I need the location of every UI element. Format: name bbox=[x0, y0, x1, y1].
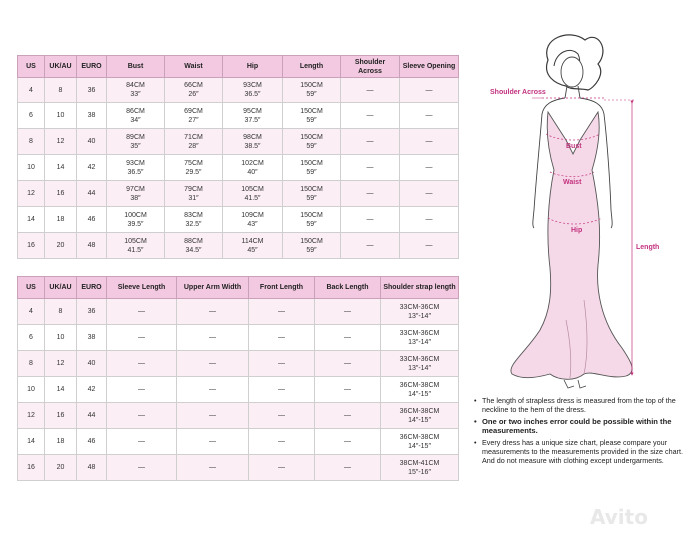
header-shoulder-across: Shoulder Across bbox=[341, 56, 400, 78]
cell-upper-arm-width: — bbox=[177, 377, 249, 403]
cell-us: 10 bbox=[18, 377, 45, 403]
cell-shoulder-across: — bbox=[341, 78, 400, 103]
cell-cm: 33CM-36CM bbox=[399, 329, 440, 337]
cell-sleeve-length: — bbox=[107, 299, 177, 325]
cell-cm: 98CM bbox=[243, 133, 262, 141]
table-row bbox=[18, 181, 459, 207]
note-text: One or two inches error could be possible within the measurements. bbox=[482, 417, 672, 435]
header-length: Length bbox=[283, 56, 341, 78]
cell-inch: 14″-15″ bbox=[408, 442, 431, 450]
cell-sleeve-opening: — bbox=[400, 103, 459, 129]
cell-back-length: — bbox=[315, 325, 381, 351]
bullet-icon: • bbox=[474, 417, 477, 426]
cell-upper-arm-width: — bbox=[177, 351, 249, 377]
cell-euro: 40 bbox=[77, 351, 107, 377]
cell-upper-arm-width: — bbox=[177, 403, 249, 429]
cell-shoulder-across: — bbox=[341, 129, 400, 155]
cell-inch: 59″ bbox=[306, 142, 317, 150]
cell-cm: 97CM bbox=[126, 185, 145, 193]
cell-back-length: — bbox=[315, 455, 381, 481]
cell-euro: 42 bbox=[77, 377, 107, 403]
cell-back-length: — bbox=[315, 377, 381, 403]
cell-us: 6 bbox=[18, 325, 45, 351]
cell-inch: 35″ bbox=[130, 142, 141, 150]
cell-bust bbox=[107, 181, 165, 207]
table-row bbox=[18, 299, 459, 325]
cell-cm: 150CM bbox=[300, 82, 323, 89]
cell-cm: 71CM bbox=[184, 133, 203, 141]
header-euro: EURO bbox=[77, 277, 107, 299]
cell-us: 12 bbox=[18, 403, 45, 429]
cell-cm: 93CM bbox=[243, 82, 262, 89]
table-header-row bbox=[18, 56, 459, 78]
header-bust: Bust bbox=[107, 56, 165, 78]
cell-sleeve-opening: — bbox=[400, 155, 459, 181]
cell-sleeve-length: — bbox=[107, 351, 177, 377]
cell-hip bbox=[223, 233, 283, 259]
cell-cm: 88CM bbox=[184, 237, 203, 245]
cell-us: 10 bbox=[18, 155, 45, 181]
cell-inch: 15″-16″ bbox=[408, 468, 431, 476]
cell-cm: 33CM-36CM bbox=[399, 355, 440, 363]
cell-inch: 59″ bbox=[306, 91, 317, 98]
cell-inch: 26″ bbox=[188, 91, 199, 98]
cell-hip bbox=[223, 103, 283, 129]
cell-back-length: — bbox=[315, 351, 381, 377]
cell-hip bbox=[223, 181, 283, 207]
cell-inch: 13″-14″ bbox=[408, 338, 431, 346]
cell-length bbox=[283, 129, 341, 155]
cell-us: 4 bbox=[18, 299, 45, 325]
cell-euro: 48 bbox=[77, 455, 107, 481]
cell-shoulder-across: — bbox=[341, 181, 400, 207]
cell-inch: 38.5″ bbox=[244, 142, 261, 150]
note-item bbox=[474, 396, 689, 414]
cell-back-length: — bbox=[315, 299, 381, 325]
cell-bust bbox=[107, 129, 165, 155]
cell-inch: 59″ bbox=[306, 116, 317, 124]
cell-inch: 34.5″ bbox=[185, 246, 202, 254]
cell-uk-au: 10 bbox=[45, 103, 77, 129]
cell-front-length: — bbox=[249, 351, 315, 377]
cell-cm: 150CM bbox=[300, 107, 323, 115]
cell-uk-au: 8 bbox=[45, 299, 77, 325]
label-length: Length bbox=[636, 244, 660, 251]
cell-inch: 28″ bbox=[188, 142, 199, 150]
table-row bbox=[18, 403, 459, 429]
header-shoulder-strap-length: Shoulder strap length bbox=[381, 277, 459, 299]
table-row bbox=[18, 455, 459, 481]
cell-waist bbox=[165, 103, 223, 129]
cell-sleeve-opening: — bbox=[400, 78, 459, 103]
dress-measurement-illustration bbox=[470, 30, 700, 400]
cell-shoulder-strap-length bbox=[381, 403, 459, 429]
cell-cm: 36CM-38CM bbox=[399, 433, 440, 441]
cell-sleeve-opening: — bbox=[400, 207, 459, 233]
cell-inch: 36.5″ bbox=[244, 91, 261, 98]
cell-inch: 43″ bbox=[247, 220, 258, 228]
cell-uk-au: 16 bbox=[45, 181, 77, 207]
cell-us: 12 bbox=[18, 181, 45, 207]
note-text: Every dress has a unique size chart, please compare your measurements to the measurements provided in the size chart. And do not measure with clothing except undergarments. bbox=[482, 438, 683, 465]
cell-euro: 38 bbox=[77, 103, 107, 129]
cell-bust bbox=[107, 103, 165, 129]
header-uk-au: UK/AU bbox=[45, 277, 77, 299]
cell-shoulder-across: — bbox=[341, 103, 400, 129]
label-shoulder-across: Shoulder Across bbox=[490, 89, 546, 96]
cell-cm: 69CM bbox=[184, 107, 203, 115]
cell-cm: 150CM bbox=[300, 185, 323, 193]
cell-cm: 95CM bbox=[243, 107, 262, 115]
cell-euro: 36 bbox=[77, 299, 107, 325]
cell-bust bbox=[107, 233, 165, 259]
cell-front-length: — bbox=[249, 455, 315, 481]
cell-us: 14 bbox=[18, 429, 45, 455]
cell-cm: 102CM bbox=[241, 159, 264, 167]
face-shape bbox=[561, 57, 583, 87]
cell-waist bbox=[165, 155, 223, 181]
cell-inch: 29.5″ bbox=[185, 168, 202, 176]
cell-length bbox=[283, 181, 341, 207]
cell-inch: 41.5″ bbox=[127, 246, 144, 254]
bullet-icon: • bbox=[474, 396, 477, 405]
header-uk-au: UK/AU bbox=[45, 56, 77, 78]
cell-cm: 114CM bbox=[241, 237, 264, 245]
note-text: The length of strapless dress is measured from the top of the neckline to the hem of the dress. bbox=[482, 396, 676, 414]
cell-euro: 46 bbox=[77, 429, 107, 455]
cell-shoulder-strap-length bbox=[381, 299, 459, 325]
cell-cm: 75CM bbox=[184, 159, 203, 167]
header-hip: Hip bbox=[223, 56, 283, 78]
cell-cm: 105CM bbox=[241, 185, 264, 193]
cell-cm: 36CM-38CM bbox=[399, 381, 440, 389]
cell-length bbox=[283, 233, 341, 259]
cell-us: 8 bbox=[18, 129, 45, 155]
cell-shoulder-strap-length bbox=[381, 429, 459, 455]
cell-shoulder-across: — bbox=[341, 207, 400, 233]
cell-hip bbox=[223, 155, 283, 181]
cell-us: 8 bbox=[18, 351, 45, 377]
cell-shoulder-strap-length bbox=[381, 325, 459, 351]
cell-cm: 89CM bbox=[126, 133, 145, 141]
cell-cm: 38CM-41CM bbox=[399, 459, 440, 467]
cell-uk-au: 20 bbox=[45, 233, 77, 259]
label-hip: Hip bbox=[571, 227, 583, 234]
note-item bbox=[474, 417, 689, 435]
cell-euro: 36 bbox=[77, 78, 107, 103]
table-header-row bbox=[18, 277, 459, 299]
cell-front-length: — bbox=[249, 325, 315, 351]
header-euro: EURO bbox=[77, 56, 107, 78]
cell-hip bbox=[223, 207, 283, 233]
cell-inch: 33″ bbox=[130, 91, 141, 98]
cell-upper-arm-width: — bbox=[177, 299, 249, 325]
cell-sleeve-length: — bbox=[107, 325, 177, 351]
cell-back-length: — bbox=[315, 429, 381, 455]
avito-watermark-logo bbox=[590, 505, 648, 529]
cell-uk-au: 12 bbox=[45, 351, 77, 377]
cell-cm: 93CM bbox=[126, 159, 145, 167]
cell-waist bbox=[165, 78, 223, 103]
cell-length bbox=[283, 103, 341, 129]
cell-sleeve-opening: — bbox=[400, 181, 459, 207]
cell-bust bbox=[107, 155, 165, 181]
cell-waist bbox=[165, 129, 223, 155]
cell-euro: 38 bbox=[77, 325, 107, 351]
cell-cm: 150CM bbox=[300, 133, 323, 141]
cell-upper-arm-width: — bbox=[177, 455, 249, 481]
cell-inch: 59″ bbox=[306, 194, 317, 202]
cell-length bbox=[283, 155, 341, 181]
cell-sleeve-length: — bbox=[107, 403, 177, 429]
cell-uk-au: 8 bbox=[45, 78, 77, 103]
cell-cm: 150CM bbox=[300, 211, 323, 219]
cell-us: 4 bbox=[18, 78, 45, 103]
label-waist: Waist bbox=[563, 179, 582, 186]
cell-inch: 40″ bbox=[247, 168, 258, 176]
cell-inch: 36.5″ bbox=[127, 168, 144, 176]
size-table-sleeve-strap bbox=[17, 276, 459, 481]
header-us: US bbox=[18, 277, 45, 299]
cell-cm: 100CM bbox=[124, 211, 147, 219]
cell-cm: 86CM bbox=[126, 107, 145, 115]
cell-length bbox=[283, 207, 341, 233]
size-table-body-measurements bbox=[17, 55, 459, 259]
cell-uk-au: 10 bbox=[45, 325, 77, 351]
cell-sleeve-length: — bbox=[107, 429, 177, 455]
cell-uk-au: 14 bbox=[45, 377, 77, 403]
cell-us: 14 bbox=[18, 207, 45, 233]
note-item bbox=[474, 438, 689, 465]
header-upper-arm-width: Upper Arm Width bbox=[177, 277, 249, 299]
table-row bbox=[18, 233, 459, 259]
cell-inch: 14″-15″ bbox=[408, 390, 431, 398]
cell-euro: 48 bbox=[77, 233, 107, 259]
cell-cm: 79CM bbox=[184, 185, 203, 193]
cell-inch: 45″ bbox=[247, 246, 258, 254]
cell-cm: 66CM bbox=[184, 82, 203, 89]
cell-inch: 37.5″ bbox=[244, 116, 261, 124]
cell-uk-au: 16 bbox=[45, 403, 77, 429]
cell-upper-arm-width: — bbox=[177, 429, 249, 455]
header-waist: Waist bbox=[165, 56, 223, 78]
cell-cm: 83CM bbox=[184, 211, 203, 219]
header-sleeve-length: Sleeve Length bbox=[107, 277, 177, 299]
cell-cm: 105CM bbox=[124, 237, 147, 245]
table-row bbox=[18, 377, 459, 403]
cell-cm: 109CM bbox=[241, 211, 264, 219]
cell-euro: 46 bbox=[77, 207, 107, 233]
cell-front-length: — bbox=[249, 403, 315, 429]
cell-front-length: — bbox=[249, 377, 315, 403]
cell-back-length: — bbox=[315, 403, 381, 429]
cell-hip bbox=[223, 78, 283, 103]
table-row bbox=[18, 78, 459, 103]
cell-uk-au: 12 bbox=[45, 129, 77, 155]
cell-inch: 41.5″ bbox=[244, 194, 261, 202]
table-row bbox=[18, 429, 459, 455]
cell-waist bbox=[165, 181, 223, 207]
cell-shoulder-across: — bbox=[341, 155, 400, 181]
cell-hip bbox=[223, 129, 283, 155]
cell-inch: 13″-14″ bbox=[408, 364, 431, 372]
cell-front-length: — bbox=[249, 429, 315, 455]
cell-cm: 150CM bbox=[300, 237, 323, 245]
watermark-text: Avito bbox=[590, 505, 648, 529]
dress-shape bbox=[511, 112, 632, 379]
cell-inch: 39.5″ bbox=[127, 220, 144, 228]
cell-uk-au: 18 bbox=[45, 429, 77, 455]
label-bust: Bust bbox=[566, 143, 582, 150]
cell-inch: 31″ bbox=[188, 194, 199, 202]
cell-euro: 44 bbox=[77, 181, 107, 207]
cell-cm: 150CM bbox=[300, 159, 323, 167]
cell-us: 6 bbox=[18, 103, 45, 129]
cell-bust bbox=[107, 207, 165, 233]
cell-sleeve-length: — bbox=[107, 377, 177, 403]
header-front-length: Front Length bbox=[249, 277, 315, 299]
cell-cm: 36CM-38CM bbox=[399, 407, 440, 415]
cell-waist bbox=[165, 207, 223, 233]
cell-bust bbox=[107, 78, 165, 103]
cell-length bbox=[283, 78, 341, 103]
cell-euro: 44 bbox=[77, 403, 107, 429]
cell-inch: 14″-15″ bbox=[408, 416, 431, 424]
cell-us: 16 bbox=[18, 233, 45, 259]
table-row bbox=[18, 351, 459, 377]
cell-sleeve-length: — bbox=[107, 455, 177, 481]
table-row bbox=[18, 103, 459, 129]
cell-inch: 13″-14″ bbox=[408, 312, 431, 320]
cell-inch: 59″ bbox=[306, 168, 317, 176]
cell-upper-arm-width: — bbox=[177, 325, 249, 351]
cell-shoulder-strap-length bbox=[381, 351, 459, 377]
cell-cm: 33CM-36CM bbox=[399, 303, 440, 311]
table-row bbox=[18, 325, 459, 351]
cell-euro: 40 bbox=[77, 129, 107, 155]
cell-inch: 59″ bbox=[306, 246, 317, 254]
cell-uk-au: 20 bbox=[45, 455, 77, 481]
header-us: US bbox=[18, 56, 45, 78]
cell-inch: 32.5″ bbox=[185, 220, 202, 228]
cell-euro: 42 bbox=[77, 155, 107, 181]
cell-uk-au: 14 bbox=[45, 155, 77, 181]
cell-shoulder-strap-length bbox=[381, 455, 459, 481]
cell-shoulder-strap-length bbox=[381, 377, 459, 403]
cell-sleeve-opening: — bbox=[400, 129, 459, 155]
cell-inch: 38″ bbox=[130, 194, 141, 202]
cell-shoulder-across: — bbox=[341, 233, 400, 259]
cell-waist bbox=[165, 233, 223, 259]
header-sleeve-opening: Sleeve Opening bbox=[400, 56, 459, 78]
cell-cm: 84CM bbox=[126, 82, 145, 89]
table-row bbox=[18, 207, 459, 233]
cell-us: 16 bbox=[18, 455, 45, 481]
cell-inch: 59″ bbox=[306, 220, 317, 228]
table-row bbox=[18, 129, 459, 155]
header-back-length: Back Length bbox=[315, 277, 381, 299]
cell-uk-au: 18 bbox=[45, 207, 77, 233]
cell-sleeve-opening: — bbox=[400, 233, 459, 259]
cell-front-length: — bbox=[249, 299, 315, 325]
bullet-icon: • bbox=[474, 438, 477, 447]
table-row bbox=[18, 155, 459, 181]
measurement-notes bbox=[474, 396, 689, 468]
cell-inch: 27″ bbox=[188, 116, 199, 124]
cell-inch: 34″ bbox=[130, 116, 141, 124]
